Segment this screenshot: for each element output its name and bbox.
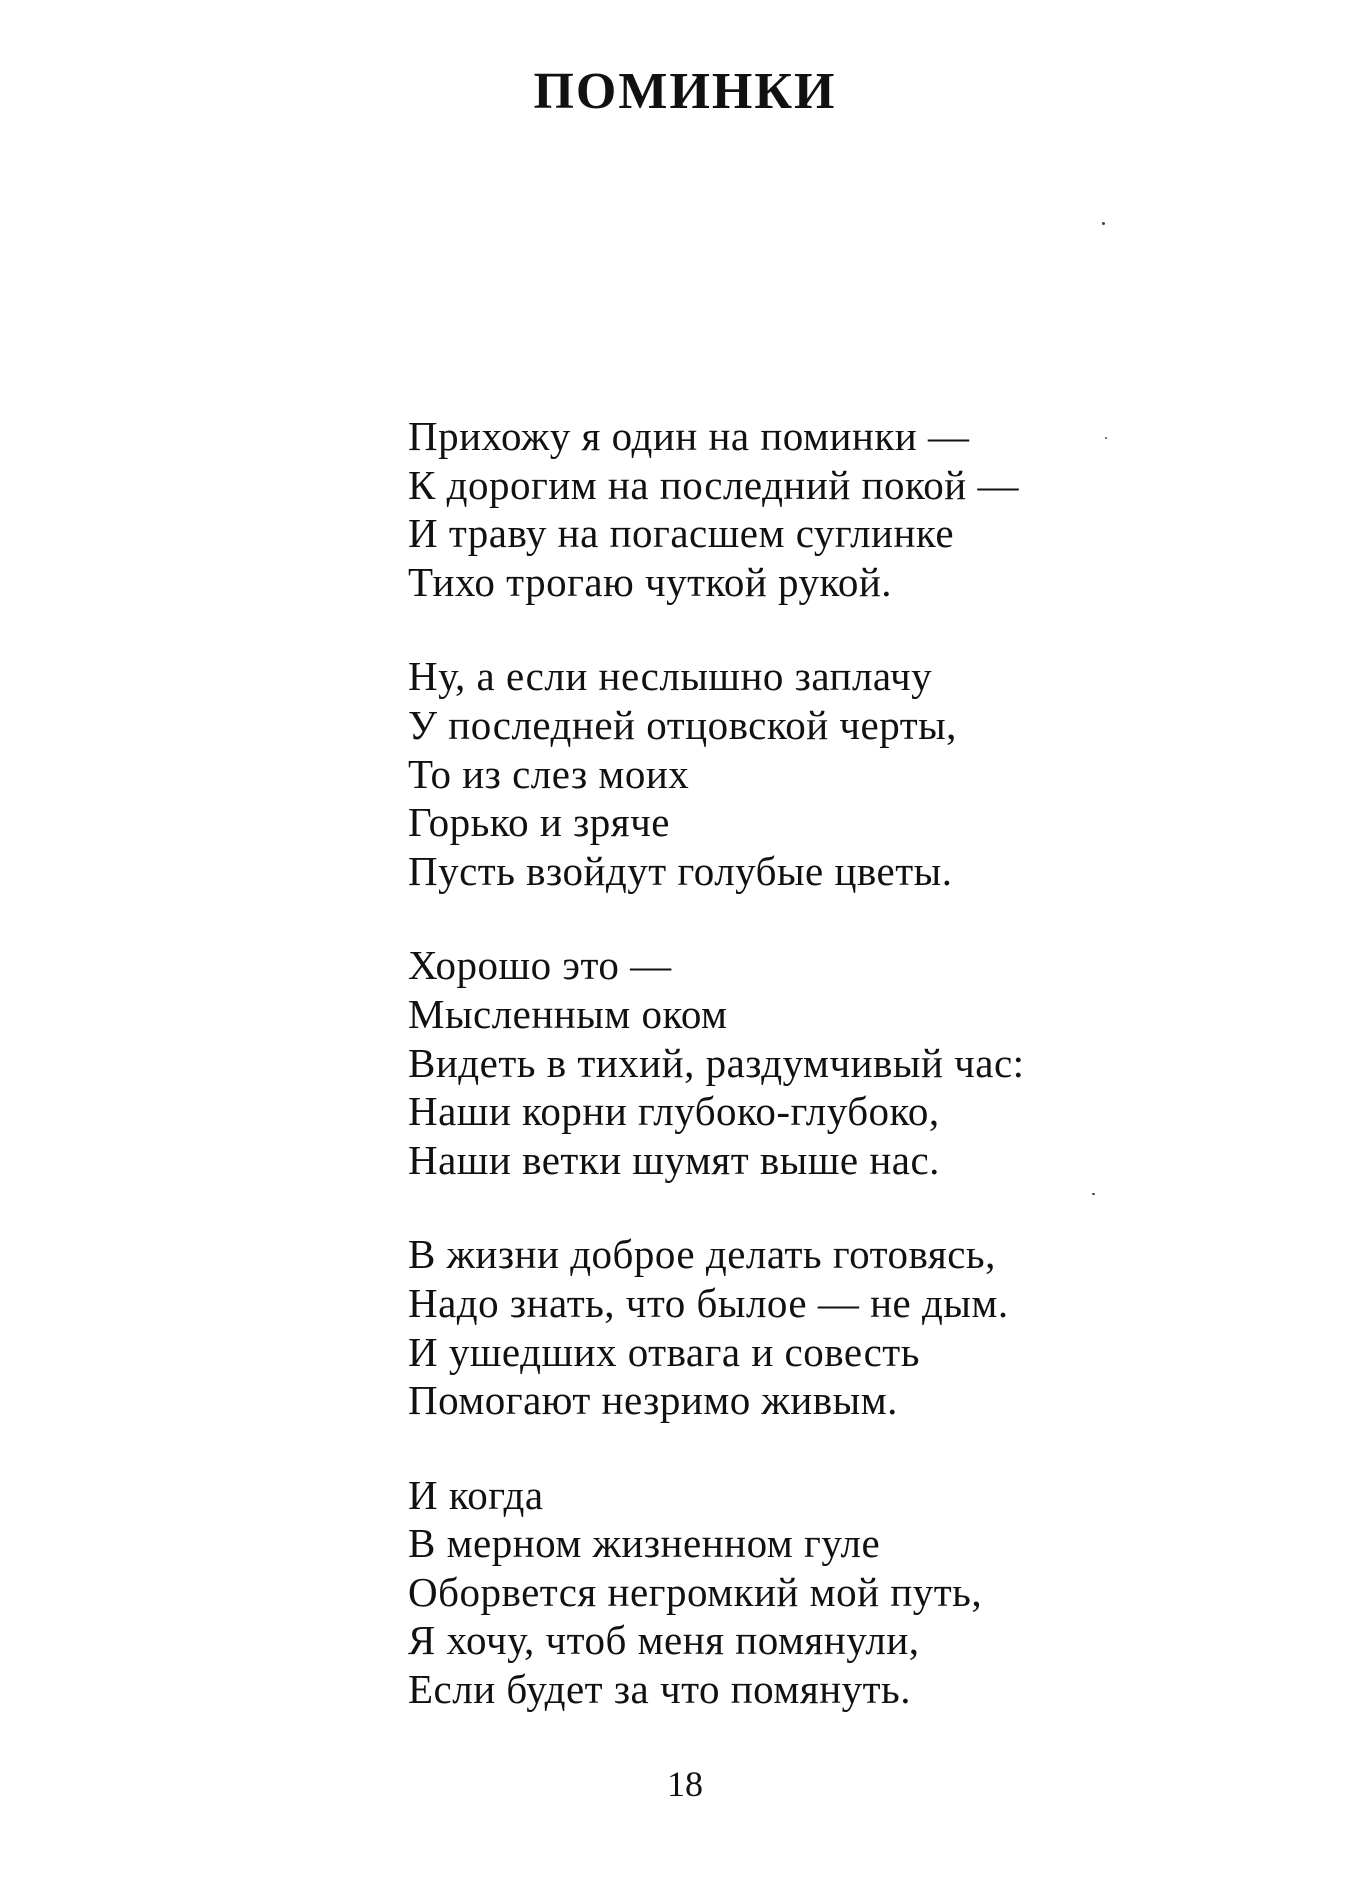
poem-body (408, 412, 1308, 1760)
poem-line: Я хочу, чтоб меня помянули, (408, 1617, 920, 1664)
poem-line: Видеть в тихий, раздумчивый час: (408, 1039, 1025, 1086)
poem-title: ПОМИНКИ (533, 63, 837, 120)
poem-line: Мысленным оком (408, 990, 728, 1037)
scan-speck (1102, 222, 1105, 225)
poem-line: Наши ветки шумят выше нас. (408, 1136, 940, 1183)
poem-line: И когда (408, 1471, 544, 1518)
poem-line: Наши корни глубоко-глубоко, (408, 1088, 940, 1135)
stanza-4 (408, 1230, 1308, 1424)
poem-line: Если будет за что помянуть. (408, 1666, 911, 1713)
stanza-3 (408, 941, 1308, 1184)
poem-line: Пусть взойдут голубые цветы. (408, 847, 953, 894)
stanza-1 (408, 412, 1308, 606)
poem-line: И траву на погасшем суглинке (408, 510, 955, 557)
page-number: 18 (667, 1764, 703, 1804)
poem-line: У последней отцовской черты, (408, 701, 957, 748)
poem-line: В жизни доброе делать готовясь, (408, 1231, 996, 1278)
poem-line: Надо знать, что былое — не дым. (408, 1279, 1009, 1326)
stanza-2 (408, 652, 1308, 895)
poem-line: К дорогим на последний покой — (408, 461, 1019, 508)
poem-line: В мерном жизненном гуле (408, 1520, 881, 1567)
poem-line: Хорошо это — (408, 942, 672, 989)
scan-speck (1092, 1193, 1095, 1195)
poem-line: И ушедших отвага и совесть (408, 1328, 920, 1375)
scan-speck (1105, 437, 1107, 439)
poem-line: Ну, а если неслышно заплачу (408, 653, 933, 700)
poem-line: Помогают незримо живым. (408, 1377, 898, 1424)
poem-line: Горько и зряче (408, 799, 670, 846)
poem-line: То из слез моих (408, 750, 690, 797)
stanza-5 (408, 1471, 1308, 1714)
poem-line: Прихожу я один на поминки — (408, 413, 970, 459)
poem-line: Тихо трогаю чуткой рукой. (408, 558, 893, 605)
poem-line: Оборвется негромкий мой путь, (408, 1568, 983, 1615)
